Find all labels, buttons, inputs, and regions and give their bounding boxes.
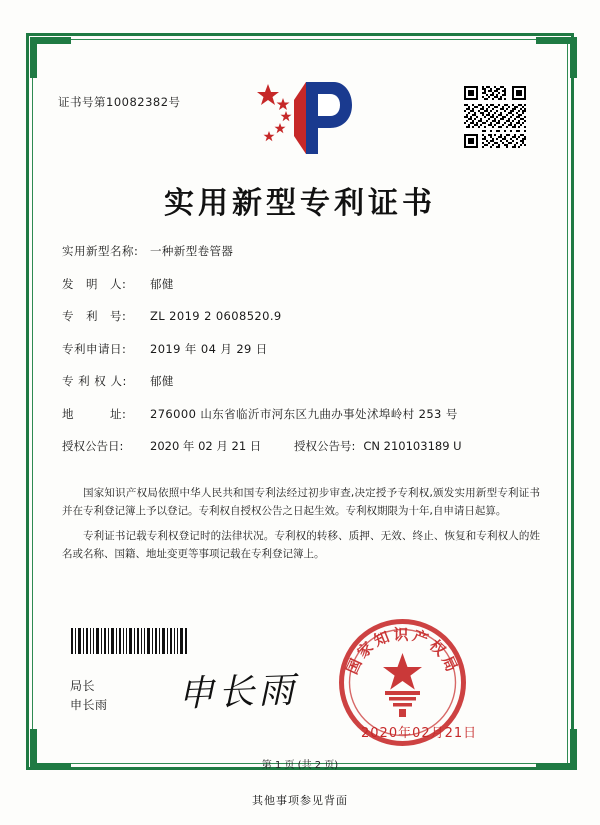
legal-text	[62, 484, 540, 570]
value-utility-model-name: 一种新型卷管器	[150, 244, 234, 258]
patent-fields	[62, 243, 542, 471]
field-patent-number	[62, 308, 542, 324]
label-application-date: 专利申请日:	[62, 341, 127, 356]
field-utility-model-name	[62, 243, 542, 259]
label-utility-model-name: 实用新型名称:	[62, 244, 139, 258]
value-application-date: 2019 年 04 月 29 日	[150, 341, 268, 356]
footer-note: 其他事项参见背面	[252, 794, 348, 807]
field-patentee	[62, 373, 542, 389]
value-publication-number: CN 210103189 U	[363, 439, 462, 453]
value-address: 276000 山东省临沂市河东区九曲办事处沭埠岭村 253 号	[150, 406, 458, 421]
svg-text:国家知识产权局: 国家知识产权局	[342, 625, 463, 678]
barcode-icon	[70, 628, 188, 654]
page-title: 实用新型专利证书	[164, 186, 436, 221]
field-grant-row	[62, 438, 542, 454]
label-address: 地 址:	[62, 406, 127, 421]
qr-code-icon	[464, 86, 526, 148]
label-grant-date: 授权公告日:	[62, 439, 124, 453]
cnipa-emblem-icon	[248, 78, 356, 158]
field-inventor	[62, 276, 542, 292]
field-publication-number	[294, 438, 462, 454]
field-grant-date	[62, 438, 294, 454]
value-grant-date: 2020 年 02 月 21 日	[150, 439, 262, 453]
legal-paragraph-1: 国家知识产权局依照中华人民共和国专利法经过初步审查,决定授予专利权,颁发实用新型专利证书并在专利登记簿上予以登记。专利权自授权公告之日起生效。专利权期限为十年,自申请日起算。	[62, 487, 540, 518]
value-inventor: 郁健	[150, 276, 174, 291]
director-title: 局长	[70, 679, 96, 693]
certificate-number: 证书号第10082382号	[58, 95, 181, 109]
label-publication-number: 授权公告号:	[294, 439, 356, 453]
signature-labels	[70, 677, 108, 714]
border-corner-top-left	[30, 37, 71, 78]
field-address	[62, 406, 542, 422]
value-patentee: 郁健	[150, 374, 174, 388]
director-name: 申长雨	[70, 697, 108, 712]
field-application-date	[62, 341, 542, 357]
label-patent-number: 专 利 号:	[62, 309, 127, 323]
label-inventor: 发 明 人:	[62, 276, 127, 291]
label-patentee: 专 利 权 人:	[62, 374, 127, 388]
handwritten-signature: 申长雨	[177, 669, 299, 716]
page-number: 第 1 页 (共 2 页)	[261, 760, 339, 771]
legal-paragraph-2: 专利证书记载专利权登记时的法律状况。专利权的转移、质押、无效、终止、恢复和专利权人的姓名或名称、国籍、地址变更等事项记载在专利登记簿上。	[62, 529, 540, 561]
border-corner-top-right	[536, 37, 577, 78]
seal-date: 2020年02月21日	[361, 726, 478, 741]
value-patent-number: ZL 2019 2 0608520.9	[150, 309, 282, 323]
